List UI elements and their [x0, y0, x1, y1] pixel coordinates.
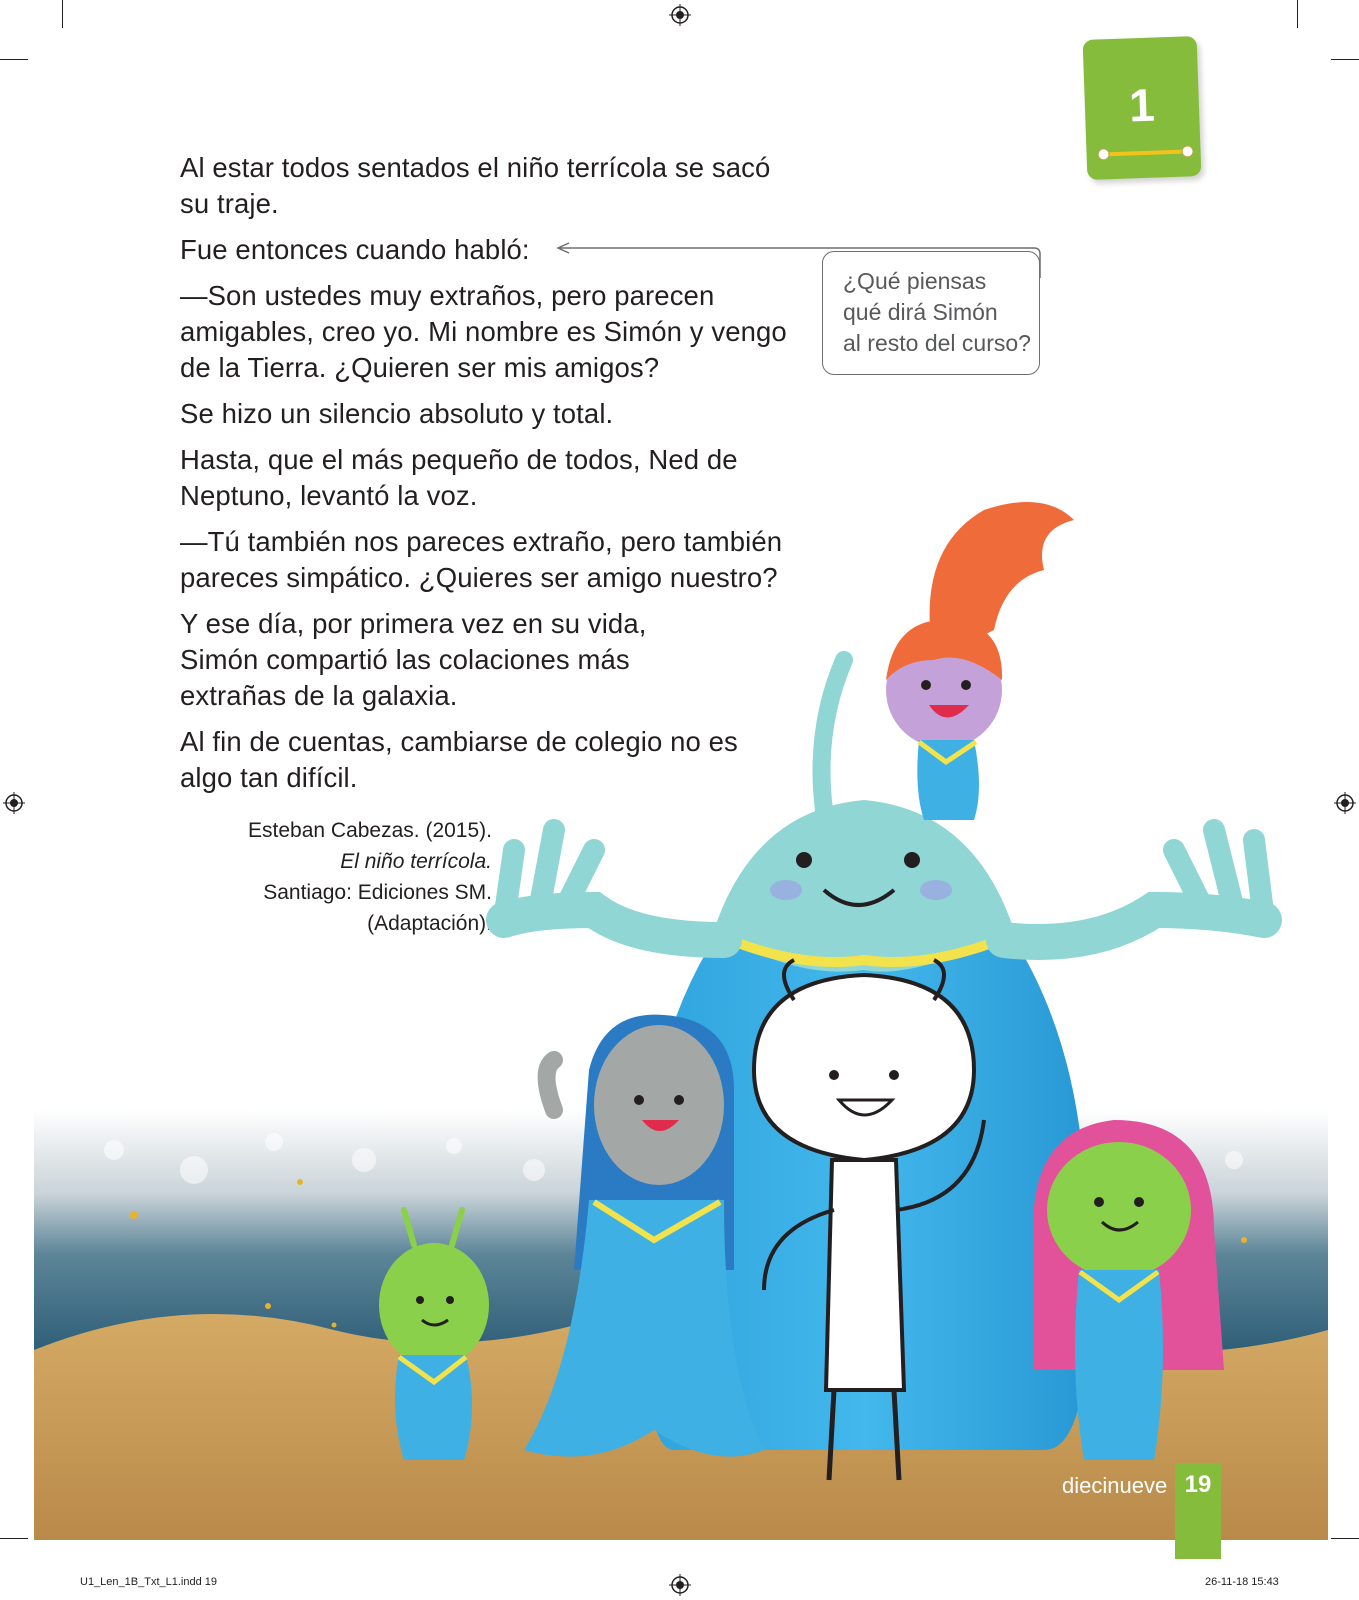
tab-dot-icon — [1181, 145, 1193, 157]
small-green-alien-head — [379, 1243, 489, 1367]
page-number-word: diecinueve — [1062, 1473, 1168, 1498]
question-line: ¿Qué piensas — [843, 268, 987, 294]
citation-author: Esteban Cabezas. (2015). — [248, 819, 492, 842]
big-alien-antenna — [822, 660, 845, 810]
tab-dot-icon — [1097, 148, 1109, 160]
crop-mark — [62, 0, 63, 28]
crop-mark — [1297, 0, 1298, 28]
question-line: al resto del curso? — [843, 330, 1031, 356]
crop-mark — [1331, 59, 1359, 60]
story-paragraph: Y ese día, por primera vez en su vida, Simón compartió las colaciones más extrañas de la galaxia. — [180, 608, 647, 711]
story-paragraph: —Tú también nos pareces extraño, pero también pareces simpático. ¿Quieres ser amigo nuestro? — [180, 526, 783, 593]
purple-alien-body — [917, 740, 979, 820]
registration-mark-icon — [669, 4, 691, 26]
citation-publisher: Santiago: Ediciones SM. — [263, 881, 492, 904]
pink-alien-head — [1047, 1142, 1191, 1278]
registration-mark-icon — [1334, 792, 1356, 814]
simon-head — [754, 975, 974, 1160]
crop-mark — [1331, 1538, 1359, 1539]
citation-title: El niño terrícola. — [340, 850, 492, 873]
chapter-number: 1 — [1128, 78, 1156, 132]
tab-ribbon — [1103, 149, 1189, 156]
story-paragraph: —Son ustedes muy extraños, pero parecen amigables, creo yo. Mi nombre es Simón y vengo de la Tierra. ¿Quieren ser mis amigos? — [180, 280, 787, 383]
registration-mark-icon — [3, 792, 25, 814]
grey-alien-head — [594, 1025, 724, 1185]
alien-friends-illustration — [34, 470, 1328, 1570]
citation-note: (Adaptación). — [367, 912, 492, 935]
small-green-alien-body — [395, 1355, 472, 1460]
story-paragraph: Se hizo un silencio absoluto y total. — [180, 398, 614, 429]
story-paragraph: Fue entonces cuando habló: — [180, 234, 530, 265]
slug-filename: U1_Len_1B_Txt_L1.indd 19 — [80, 1576, 217, 1588]
slug-datetime: 26-11-18 15:43 — [1205, 1576, 1279, 1588]
registration-mark-icon — [669, 1574, 691, 1596]
question-callout — [822, 251, 1040, 375]
grey-alien-arm — [547, 1060, 555, 1110]
chapter-tab — [1083, 36, 1202, 180]
crop-mark — [0, 1538, 28, 1539]
big-alien-eye — [796, 852, 812, 868]
story-paragraph: Hasta, que el más pequeño de todos, Ned de Neptuno, levantó la voz. — [180, 444, 738, 511]
simon-body — [826, 1160, 904, 1390]
question-line: qué dirá Simón — [843, 299, 998, 325]
story-paragraph: Al estar todos sentados el niño terrícola se sacó su traje. — [180, 152, 771, 219]
crop-mark — [0, 59, 28, 60]
page-number: 19 — [1184, 1471, 1212, 1498]
story-paragraph: Al fin de cuentas, cambiarse de colegio no es algo tan difícil. — [180, 726, 738, 793]
page-number-box — [1175, 1463, 1221, 1559]
big-alien-eye — [904, 852, 920, 868]
